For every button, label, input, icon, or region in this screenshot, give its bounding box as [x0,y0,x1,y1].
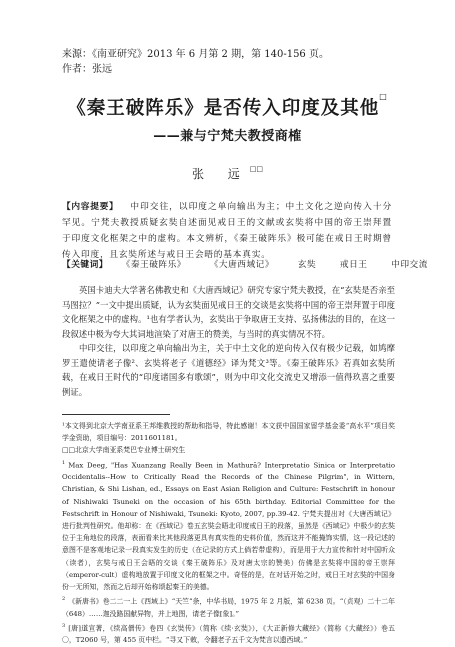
abstract-label: 【内容提要】 [62,202,119,212]
title-text: 《秦王破阵乐》是否传入印度及其他 [67,98,380,119]
footnote-3 [62,620,395,647]
article-author [0,165,455,182]
footnote-author-affiliation: □□北京大学南亚系梵巴专业博士研究生 [62,446,186,455]
title-note-mark: □ [379,92,388,101]
footnote-text: [唐]道宣著，《续高僧传》卷四《玄奘传》（简称《续·玄奘》），《大正新修大藏经》（简称《大藏经》）卷五〇，T2060 号，第 455 页中栏。“寻又下敕，令翻老子五千文为梵言以遗西域。” [62,624,395,645]
keyword-item: 《秦王破阵乐》 [121,260,186,270]
abstract-text: 中印交往，以印度之单向输出为主；中土文化之逆向传入十分罕见。宁梵夫教授质疑玄奘自述面见戒日王的文献或玄奘将中国的帝王崇拜置于印度文化框架之中的虚构。本文辨析，《秦王破阵乐》极可能在戒日王时期曾传入印度，且玄奘所述与戒日王会晤的基本真实。 [62,202,392,260]
abstract [62,199,392,263]
footnote-2 [62,593,395,620]
footnote-acknowledgement: ¹本文得到北京大学南亚系王邦维教授的帮助和指导，特此感谢！本文获中国国家留学基金委“高水平”项目奖学金资助，项目编号：2011601181。 [62,422,395,443]
footnote-mark: 3 [62,622,66,629]
body-paragraph: 中印交往，以印度之单向输出为主，关于中土文化的逆向传入仅有极少记载，如鸠摩罗王遣使请老子像²、玄奘将老子《道德经》译为梵文³等。《秦王破阵乐》若真如玄奘所载，在戒日王时代的“印度诸国多有歌颂”，则为中印文化交流史又增添一值得玖喜之重要例证。 [62,343,395,397]
author-line: 作者：张远 [62,64,112,75]
author-name: 张 远 [191,167,250,181]
author-note-mark: □□ [249,165,264,173]
keyword-item: 玄奘 [297,260,317,270]
footnote-1 [62,457,395,594]
footnote-mark: 2 [62,596,66,603]
keyword-item: 戒日王 [339,260,368,270]
footnote-text: 《新唐书》卷二二一上《西域上》“天竺”条，中华书局，1975 年 2 月版，第 6238 页。“（贞观）二十二年（648）……迦没路国献异物，并上地图，请老子像[象]。” [62,597,395,618]
source-info [62,47,402,77]
footnote-text: Max Deeg, "Has Xuanzang Really Been in Mathurā? Interpretatio Sinica or Interpretatio Occidentalis--How to Critically Read the Records of the Chinese Pilgrim", in Wittern, Christian, & Shi Lishan, ed., Essays on East Asian Religion and Culture: Festschrift in honour of Nishiwaki Tsuneki on the occasion of his 65th birthday. Editorial Committee for the Festschrift in Honour of Nishiwaki, Tsuneki: Kyoto, 2007, pp.39-42. 宁梵夫提出对《大唐西域记》进行批判性研究。他却称：在《西域记》卷五玄奘会晤北印度戒日王的段落，虽然是《西域记》中极少的玄奘位于主角地位的段落，表面看来比其他段落更具有真实性的史料价值，然而这并不能掩饰实情，这一段记述的意图不是客观地记录一段真实发生的历史（在记录的方式上倘若带虚构），而是用于大力宣传和针对中国听众（读者），玄奘与戒日王会晤的交谈《秦王破阵乐》及对唐太宗的赞美）仿佛是玄奘将中国的帝王崇拜（emperor-cult）虚构地放置于印度文化的框架之中。奇怪的是，在对话开始之时，戒日王对玄奘的中国身份一无所知，然而之后却开始称颂起秦王的美德。 [62,460,395,591]
footnote-divider [62,414,170,415]
keywords-label: 【关键词】 [62,260,108,270]
footnote-mark: 1 [62,459,66,466]
keyword-item: 《大唐西域记》 [209,260,275,270]
body-paragraph: 英国卡迪夫大学著名佛教史和《大唐西域记》研究专家宁梵夫教授，在“玄奘是否亲至马图拉？”一文中提出质疑，认为玄奘面见戒日王的交谈是玄奘将中国的帝王崇拜置于印度文化框架之中的虚构。¹也有学者认为，玄奘出于争取唐王支持、弘扬佛法的目的，在这一段叙述中极为夸大其词地渲染了对唐王的赞美，与当时的真实情况不符。 [62,285,395,339]
source-line: 来源：《南亚研究》2013 年 6 月第 2 期，第 140-156 页。 [62,49,329,60]
article-title [0,94,455,120]
keywords [62,258,428,272]
article-subtitle: ——兼与宁梵夫教授商榷 [153,129,302,144]
footnotes [62,420,395,647]
keyword-item: 中印交流 [391,260,428,270]
body-text [62,283,395,399]
